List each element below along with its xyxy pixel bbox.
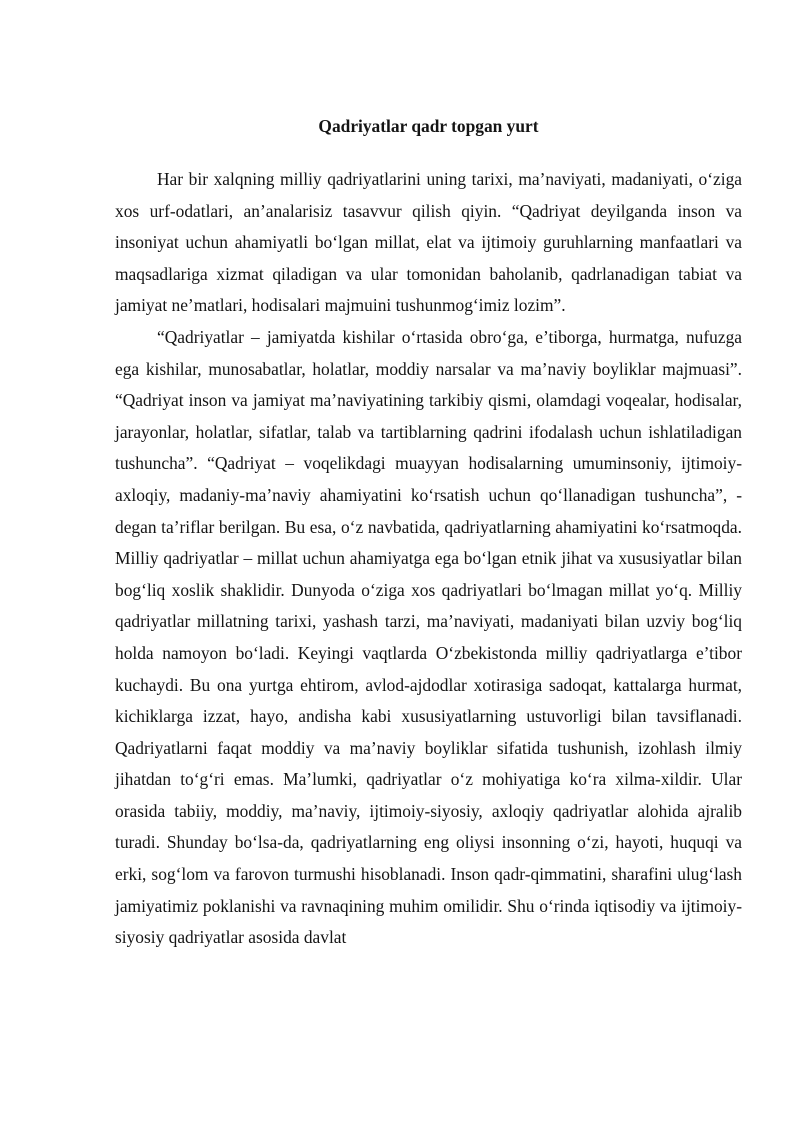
paragraph-definitions: “Qadriyatlar – jamiyatda kishilar o‘rtasida obro‘ga, e’tiborga, hurmatga, nufuzga ega kishilar, munosabatlar, holatlar, moddiy narsalar va ma’naviy boyliklar majmuasi”. “Qadriyat inson va jamiyat ma’naviyatining tarkibiy qismi, olamdagi voqealar, hodisalar, jarayonlar, holatlar, sifatlar, talab va tartiblarning qadrini ifodalash uchun ishlatiladigan tushuncha”. “Qadriyat – voqelikdagi muayyan hodisalarning umuminsoniy, ijtimoiy-axloqiy, madaniy-ma’naviy ahamiyatini ko‘rsatish uchun qo‘llanadigan tushuncha”, - degan ta’riflar berilgan. Bu esa, o‘z navbatida, qadriyatlarning ahamiyatini ko‘rsatmoqda. Milliy qadriyatlar – millat uchun ahamiyatga ega bo‘lgan etnik jihat va xususiyatlar bilan bog‘liq xoslik shaklidir. Dunyoda o‘ziga xos qadriyatlari bo‘lmagan millat yo‘q. Milliy qadriyatlar millatning tarixi, yashash tarzi, ma’naviyati, madaniyati bilan uzviy bog‘liq holda namoyon bo‘ladi. Keyingi vaqtlarda O‘zbekistonda milliy qadriyatlarga e’tibor kuchaydi. Bu ona yurtga ehtirom, avlod-ajdodlar xotirasiga sadoqat, kattalarga hurmat, kichiklarga izzat, hayo, andisha kabi xususiyatlarning ustuvorligi bilan tavsiflanadi. Qadriyatlarni faqat moddiy va ma’naviy boyliklar sifatida tushunish, izohlash ilmiy jihatdan to‘g‘ri emas. Ma’lumki, qadriyatlar o‘z mohiyatiga ko‘ra xilma-xildir. Ular orasida tabiiy, moddiy, ma’naviy, ijtimoiy-siyosiy, axloqiy qadriyatlar alohida ajralib turadi. Shunday bo‘lsa-da, qadriyatlarning eng oliysi insonning o‘zi, hayoti, huquqi va erki, sog‘lom va farovon turmushi hisoblanadi. Inson qadr-qimmatini, sharafini ulug‘lash jamiyatimiz poklanishi va ravnaqining muhim omilidir. Shu o‘rinda iqtisodiy va ijtimoiy-siyosiy qadriyatlar asosida davlat xyxy=(115,326,742,948)
paragraph-intro: Har bir xalqning milliy qadriyatlarini uning tarixi, ma’naviyati, madaniyati, o‘ziga xos urf-odatlari, an’analarisiz tasavvur qilish qiyin. “Qadriyat deyilganda inson va insoniyat uchun ahamiyatli bo‘lgan millat, elat va ijtimoiy guruhlarning manfaatlari va maqsadlariga xizmat qiladigan va ular tomonidan baholanib, qadrlanadigan tabiat va jamiyat ne’matlari, hodisalari majmuini tushunmog‘imiz lozim”. xyxy=(115,169,742,316)
document-body xyxy=(115,113,742,954)
document-title: Qadriyatlar qadr topgan yurt xyxy=(318,116,539,136)
